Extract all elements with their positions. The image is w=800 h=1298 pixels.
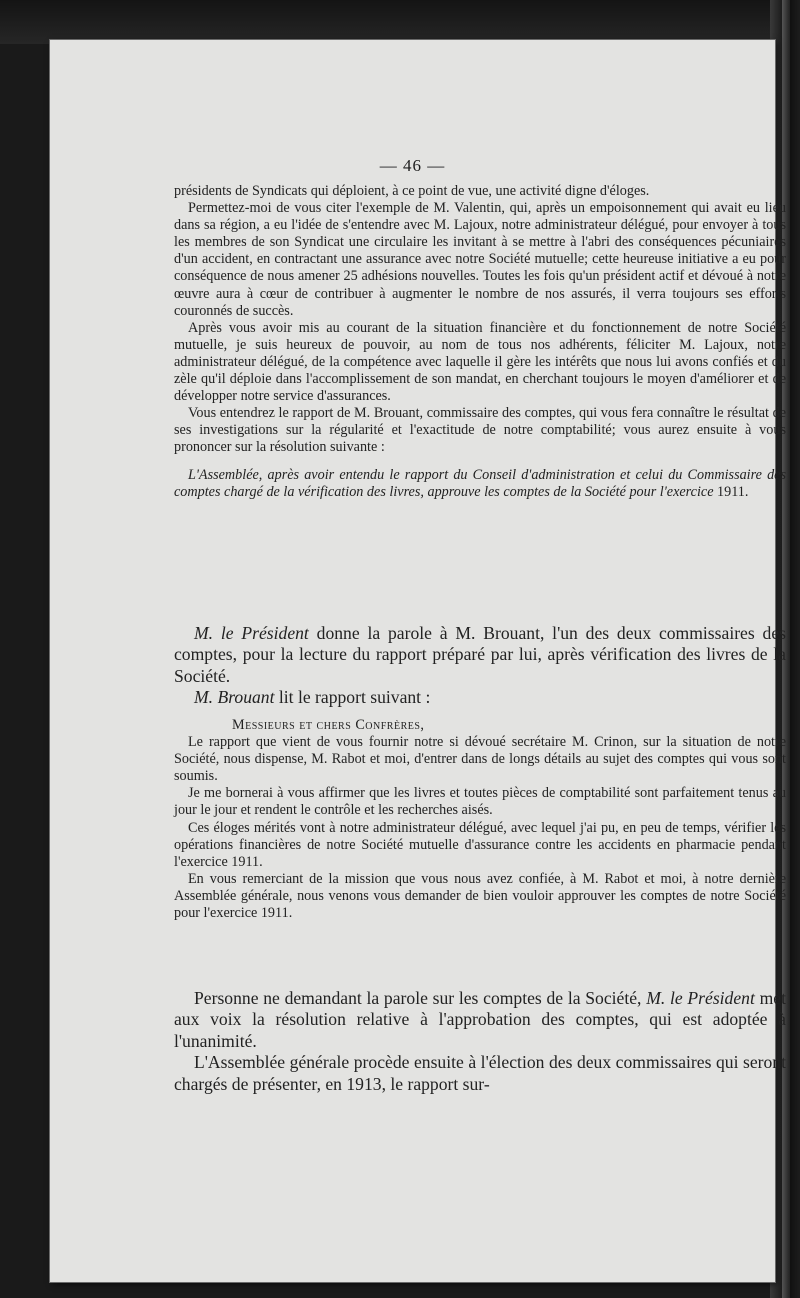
report-paragraph-4: En vous remerciant de la mission que vous nous avez confiée, à M. Rabot et moi, à notre dernière Assemblée générale, nous venons vous demander de bien vouloir approuver les comptes de notre Société pour l'exercice 1911. [174,870,786,922]
paragraph-president-gives-floor [174,623,786,687]
speaker-president: M. le Président [194,623,309,643]
page-number: — 46 — [379,156,446,175]
resolution-year: 1911. [717,483,749,500]
section-president [174,623,786,709]
speaker-brouant: M. Brouant [194,687,275,708]
paragraph-vote [174,988,786,1052]
section-vote [174,988,786,1095]
vote-text-b: met aux voix la résolution relative à l'approbation des comptes, qui est adoptée à l'unanimité. [174,988,786,1051]
report-salutation: Messieurs et chers Confrères, [232,717,425,733]
paragraph-brouant-text: lit le rapport suivant : [278,687,431,708]
paragraph-election: L'Assemblée générale procède ensuite à l'élection des deux commissaires qui seront chargés de présenter, en 1913, le rapport sur- [174,1052,786,1094]
paragraph-president-text: donne la parole à M. Brouant, l'un des deux commissaires des comptes, pour la lecture du rapport préparé par lui, après vérification des livres de la Société. [174,623,786,686]
scan-top-shadow [0,0,800,44]
paragraph-continuation: présidents de Syndicats qui déploient, à ce point de vue, une activité digne d'éloges. [174,183,650,199]
resolution-body: L'Assemblée, après avoir entendu le rapport du Conseil d'administration et celui du Commissaire des comptes chargé de la vérification des livres, approuve les comptes de la Société pour l'exercice [174,466,786,500]
report-paragraph-1: Le rapport que vient de vous fournir notre si dévoué secrétaire M. Crinon, sur la situation de notre Société, nous dispense, M. Rabot et moi, d'entrer dans de longs détails au sujet des comptes qui vous sont soumis. [174,734,786,785]
report-block [174,717,786,922]
paragraph-brouant-reads [174,687,786,708]
paragraph-valentin: Permettez-moi de vous citer l'exemple de M. Valentin, qui, après un empoisonnement qui avait eu lieu dans sa région, a eu l'idée de s'entendre avec M. Lajoux, notre administrateur délégué, pour envoyer à tous les membres de son Syndicat une circulaire les invitant à se mettre à l'abri des conséquences pécuniaires d'un accident, en contractant une assurance avec notre Société mutuelle; cette heureuse initiative a eu pour conséquence de nous amener 25 adhésions nouvelles. Toutes les fois qu'un président actif et dévoué à notre œuvre aura à cœur de contribuer à augmenter le nombre de nos assurés, il verra toujours ses efforts couronnés de succès. [174,200,786,319]
resolution-text [174,467,786,501]
paragraph-brouant-intro: Vous entendrez le rapport de M. Brouant, commissaire des comptes, qui vous fera connaître le résultat de ses investigations sur la régularité et l'exactitude de notre comptabilité; vous aurez ensuite à vous prononcer sur la résolution suivante : [174,405,786,456]
section-opening [174,183,786,501]
report-paragraph-2: Je me bornerai à vous affirmer que les livres et toutes pièces de comptabilité sont parfaitement tenus au jour le jour et rendent le contrôle et les recherches aisés. [174,785,786,819]
paragraph-lajoux: Après vous avoir mis au courant de la situation financière et du fonctionnement de notre Société mutuelle, je suis heureux de pouvoir, au nom de tous nos adhérents, féliciter M. Lajoux, notre administrateur délégué, de la compétence avec laquelle il gère les intérêts que nous lui avons confiés et du zèle qu'il déploie dans l'accomplissement de son mandat, en cherchant toujours le moyen d'améliorer et de développer notre service d'assurances. [174,319,786,405]
document-page [50,40,786,1282]
report-paragraph-3: Ces éloges mérités vont à notre administrateur délégué, avec lequel j'ai pu, en peu de temps, vérifier les opérations financières de notre Société mutuelle d'assurance contre les accidents en pharmacie pendant l'exercice 1911. [174,819,786,870]
vote-text-a: Personne ne demandant la parole sur les comptes de la Société, [194,988,642,1008]
speaker-president-vote: M. le Président [646,988,755,1008]
